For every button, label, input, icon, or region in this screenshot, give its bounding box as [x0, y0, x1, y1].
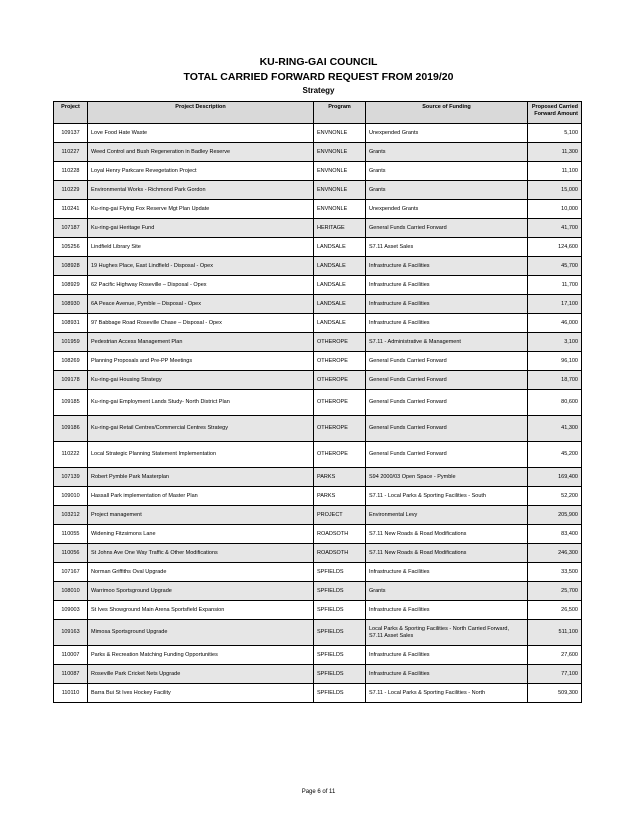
table-row — [54, 390, 582, 416]
cell-description: Ku-ring-gai Retail Centres/Commercial Centres Strategy — [88, 416, 314, 442]
table-row — [54, 333, 582, 352]
cell-program: SPFIELDS — [314, 563, 366, 582]
cell-amount: 15,000 — [528, 181, 582, 200]
cell-description: 19 Hughes Place, East Lindfield - Disposal - Opex — [88, 257, 314, 276]
cell-project: 109003 — [54, 601, 88, 620]
cell-description: Mimosa Sportsground Upgrade — [88, 620, 314, 646]
cell-funding: S94 2000/03 Open Space - Pymble — [366, 468, 528, 487]
cell-funding: General Funds Carried Forward — [366, 371, 528, 390]
cell-amount: 3,100 — [528, 333, 582, 352]
table-header-row — [54, 102, 582, 124]
cell-description: Hassall Park implementation of Master Plan — [88, 487, 314, 506]
cell-funding: Environmental Levy — [366, 506, 528, 525]
cell-funding: General Funds Carried Forward — [366, 390, 528, 416]
cell-description: 6A Peace Avenue, Pymble – Disposal - Opex — [88, 295, 314, 314]
cell-description: Ku-ring-gai Housing Strategy — [88, 371, 314, 390]
table-row — [54, 601, 582, 620]
cell-funding: General Funds Carried Forward — [366, 219, 528, 238]
cell-description: 62 Pacific Highway Roseville – Disposal - Opex — [88, 276, 314, 295]
table-row — [54, 646, 582, 665]
cell-description: Project management — [88, 506, 314, 525]
cell-program: ROADSOTH — [314, 544, 366, 563]
cell-funding: S7.11 - Administrative & Management — [366, 333, 528, 352]
cell-funding: Infrastructure & Facilities — [366, 563, 528, 582]
cell-program: SPFIELDS — [314, 665, 366, 684]
cell-description: Pedestrian Access Management Plan — [88, 333, 314, 352]
cell-description: Ku-ring-gai Employment Lands Study- North District Plan — [88, 390, 314, 416]
cell-funding: Infrastructure & Facilities — [366, 257, 528, 276]
cell-project: 107187 — [54, 219, 88, 238]
cell-description: Widening Fitzsimons Lane — [88, 525, 314, 544]
cell-program: OTHEROPE — [314, 352, 366, 371]
cell-project: 110087 — [54, 665, 88, 684]
cell-description: Loyal Henry Parkcare Revegetation Project — [88, 162, 314, 181]
cell-description: Lindfield Library Site — [88, 238, 314, 257]
table-row — [54, 468, 582, 487]
cell-description: St Johns Ave One Way Traffic & Other Modifications — [88, 544, 314, 563]
cell-project: 109178 — [54, 371, 88, 390]
cell-program: PROJECT — [314, 506, 366, 525]
cell-funding: Grants — [366, 181, 528, 200]
cell-project: 107139 — [54, 468, 88, 487]
cell-project: 108930 — [54, 295, 88, 314]
cell-program: ENVNONLE — [314, 143, 366, 162]
cell-description: 97 Babbage Road Roseville Chase – Disposal - Opex — [88, 314, 314, 333]
cell-program: ENVNONLE — [314, 162, 366, 181]
cell-description: Roseville Park Cricket Nets Upgrade — [88, 665, 314, 684]
cell-program: LANDSALE — [314, 276, 366, 295]
cell-program: SPFIELDS — [314, 646, 366, 665]
table-row — [54, 295, 582, 314]
cell-description: Robert Pymble Park Masterplan — [88, 468, 314, 487]
cell-amount: 124,600 — [528, 238, 582, 257]
cell-funding: S7.11 - Local Parks & Sporting Facilities - South — [366, 487, 528, 506]
cell-amount: 11,300 — [528, 143, 582, 162]
report-subtitle: Strategy — [302, 86, 335, 95]
cell-project: 108929 — [54, 276, 88, 295]
cell-project: 101959 — [54, 333, 88, 352]
column-header-description: Project Description — [88, 102, 314, 124]
cell-program: ENVNONLE — [314, 124, 366, 143]
cell-project: 109010 — [54, 487, 88, 506]
cell-funding: General Funds Carried Forward — [366, 352, 528, 371]
council-name: KU-RING-GAI COUNCIL — [259, 56, 378, 68]
cell-program: HERITAGE — [314, 219, 366, 238]
table-row — [54, 124, 582, 143]
cell-amount: 96,100 — [528, 352, 582, 371]
cell-amount: 17,100 — [528, 295, 582, 314]
cell-funding: Grants — [366, 143, 528, 162]
cell-project: 108269 — [54, 352, 88, 371]
table-row — [54, 525, 582, 544]
cell-amount: 33,500 — [528, 563, 582, 582]
table-row — [54, 276, 582, 295]
cell-funding: S7.11 New Roads & Road Modifications — [366, 525, 528, 544]
table-row — [54, 684, 582, 703]
table-row — [54, 416, 582, 442]
cell-project: 110007 — [54, 646, 88, 665]
cell-project: 103212 — [54, 506, 88, 525]
cell-program: LANDSALE — [314, 314, 366, 333]
cell-amount: 27,600 — [528, 646, 582, 665]
cell-project: 109163 — [54, 620, 88, 646]
cell-program: LANDSALE — [314, 295, 366, 314]
cell-description: Warrimoo Sportsground Upgrade — [88, 582, 314, 601]
table-row — [54, 219, 582, 238]
table-body — [54, 124, 582, 703]
cell-description: Ku-ring-gai Heritage Fund — [88, 219, 314, 238]
table-row — [54, 665, 582, 684]
cell-program: SPFIELDS — [314, 620, 366, 646]
cell-program: ROADSOTH — [314, 525, 366, 544]
cell-project: 110241 — [54, 200, 88, 219]
page-number: Page 6 of 11 — [301, 789, 336, 795]
cell-amount: 169,400 — [528, 468, 582, 487]
cell-amount: 41,700 — [528, 219, 582, 238]
cell-program: OTHEROPE — [314, 416, 366, 442]
cell-program: PARKS — [314, 468, 366, 487]
cell-description: Barra Bui St Ives Hockey Facility — [88, 684, 314, 703]
table-row — [54, 181, 582, 200]
table-row — [54, 200, 582, 219]
cell-funding: Infrastructure & Facilities — [366, 276, 528, 295]
cell-amount: 80,600 — [528, 390, 582, 416]
table-row — [54, 620, 582, 646]
cell-amount: 26,500 — [528, 601, 582, 620]
cell-program: LANDSALE — [314, 238, 366, 257]
cell-amount: 11,100 — [528, 162, 582, 181]
table-row — [54, 442, 582, 468]
cell-program: OTHEROPE — [314, 442, 366, 468]
cell-program: SPFIELDS — [314, 582, 366, 601]
cell-project: 110228 — [54, 162, 88, 181]
cell-amount: 45,700 — [528, 257, 582, 276]
cell-funding: S7.11 - Local Parks & Sporting Facilities - North — [366, 684, 528, 703]
cell-project: 109137 — [54, 124, 88, 143]
cell-description: Environmental Works - Richmond Park Gordon — [88, 181, 314, 200]
cell-funding: Grants — [366, 162, 528, 181]
column-header-funding: Source of Funding — [366, 102, 528, 124]
cell-project: 110227 — [54, 143, 88, 162]
column-header-program: Program — [314, 102, 366, 124]
cell-amount: 511,100 — [528, 620, 582, 646]
cell-amount: 83,400 — [528, 525, 582, 544]
cell-project: 110056 — [54, 544, 88, 563]
cell-description: Local Strategic Planning Statement Implementation — [88, 442, 314, 468]
table-row — [54, 544, 582, 563]
cell-program: SPFIELDS — [314, 684, 366, 703]
cell-funding: Unexpended Grants — [366, 200, 528, 219]
column-header-project: Project — [54, 102, 88, 124]
cell-funding: General Funds Carried Forward — [366, 416, 528, 442]
cell-funding: Infrastructure & Facilities — [366, 314, 528, 333]
cell-program: ENVNONLE — [314, 200, 366, 219]
table-row — [54, 257, 582, 276]
cell-project: 108010 — [54, 582, 88, 601]
cell-program: LANDSALE — [314, 257, 366, 276]
table-row — [54, 352, 582, 371]
cell-amount: 10,000 — [528, 200, 582, 219]
cell-program: OTHEROPE — [314, 390, 366, 416]
cell-project: 110055 — [54, 525, 88, 544]
cell-amount: 41,300 — [528, 416, 582, 442]
cell-funding: Infrastructure & Facilities — [366, 665, 528, 684]
report-title: TOTAL CARRIED FORWARD REQUEST FROM 2019/20 — [183, 71, 454, 83]
table-row — [54, 563, 582, 582]
cell-project: 110229 — [54, 181, 88, 200]
cell-funding: Grants — [366, 582, 528, 601]
cell-description: St Ives Showground Main Arena Sportsfield Expansion — [88, 601, 314, 620]
cell-project: 105256 — [54, 238, 88, 257]
cell-funding: Infrastructure & Facilities — [366, 295, 528, 314]
cell-amount: 246,300 — [528, 544, 582, 563]
cell-amount: 77,100 — [528, 665, 582, 684]
table-row — [54, 371, 582, 390]
cell-amount: 18,700 — [528, 371, 582, 390]
cell-funding: S7.11 Asset Sales — [366, 238, 528, 257]
cell-program: ENVNONLE — [314, 181, 366, 200]
cell-funding: Unexpended Grants — [366, 124, 528, 143]
cell-description: Ku-ring-gai Flying Fox Reserve Mgt Plan Update — [88, 200, 314, 219]
cell-program: PARKS — [314, 487, 366, 506]
cell-program: OTHEROPE — [314, 333, 366, 352]
cell-funding: Infrastructure & Facilities — [366, 601, 528, 620]
cell-funding: S7.11 New Roads & Road Modifications — [366, 544, 528, 563]
cell-project: 108931 — [54, 314, 88, 333]
table-row — [54, 582, 582, 601]
cell-project: 109186 — [54, 416, 88, 442]
table-row — [54, 487, 582, 506]
cell-amount: 52,200 — [528, 487, 582, 506]
cell-description: Parks & Recreation Matching Funding Opportunities — [88, 646, 314, 665]
table-row — [54, 314, 582, 333]
cell-description: Love Food Hate Waste — [88, 124, 314, 143]
cell-amount: 46,000 — [528, 314, 582, 333]
table-row — [54, 143, 582, 162]
cell-funding: General Funds Carried Forward — [366, 442, 528, 468]
cell-amount: 11,700 — [528, 276, 582, 295]
table-row — [54, 238, 582, 257]
cell-project: 108928 — [54, 257, 88, 276]
cell-project: 110222 — [54, 442, 88, 468]
cell-amount: 205,900 — [528, 506, 582, 525]
carried-forward-table — [53, 101, 582, 703]
cell-description: Weed Control and Bush Regeneration in Badley Reserve — [88, 143, 314, 162]
cell-program: SPFIELDS — [314, 601, 366, 620]
cell-funding: Local Parks & Sporting Facilities - North Carried Forward, S7.11 Asset Sales — [366, 620, 528, 646]
cell-amount: 25,700 — [528, 582, 582, 601]
cell-funding: Infrastructure & Facilities — [366, 646, 528, 665]
cell-description: Norman Griffiths Oval Upgrade — [88, 563, 314, 582]
cell-program: OTHEROPE — [314, 371, 366, 390]
cell-amount: 509,300 — [528, 684, 582, 703]
cell-project: 109185 — [54, 390, 88, 416]
cell-amount: 45,200 — [528, 442, 582, 468]
table-row — [54, 506, 582, 525]
column-header-amount: Proposed Carried Forward Amount — [528, 102, 582, 124]
cell-amount: 5,100 — [528, 124, 582, 143]
cell-description: Planning Proposals and Pre-PP Meetings — [88, 352, 314, 371]
table-row — [54, 162, 582, 181]
cell-project: 110110 — [54, 684, 88, 703]
cell-project: 107167 — [54, 563, 88, 582]
